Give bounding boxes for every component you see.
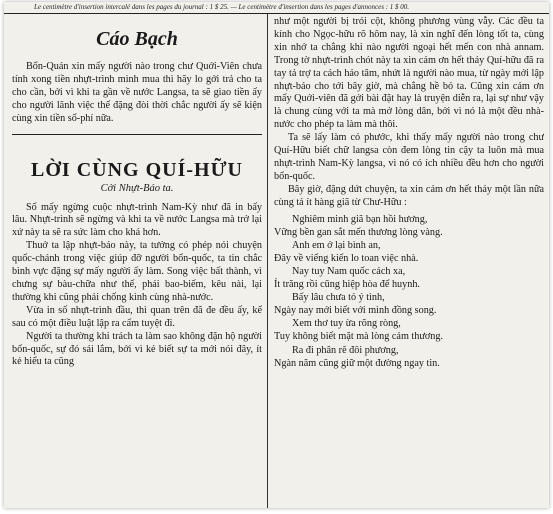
poem-line: Ngàn năm cũng giữ một đường ngay tin. [274, 357, 440, 369]
article-paragraph-3: Vừa in số nhựt-trình đầu, thì quan trên đã đe đều ấy, kế sau có một điều luật lập ra cấm tuyệt đi. [12, 304, 262, 329]
poem-line: Nay tuy Nam quốc cách xa, [292, 265, 406, 277]
poem-line: Ngày nay mới biết với mình đồng song. [274, 305, 437, 317]
poem-line: Bấy lâu chưa tỏ ý tình, [292, 292, 385, 304]
poem-line: Anh em ở lại bình an, [292, 239, 381, 251]
article-title: LỜI CÙNG QUÍ-HỮU [31, 158, 243, 181]
poem-line: Tuy không biết mặt mà lòng cảm thương. [274, 331, 443, 343]
newspaper-page [4, 2, 549, 508]
notice-body: Bổn-Quán xin mấy người nào trong chư Quới-Viên chưa tính xong tiền nhựt-trình mình mua thì hãy lo gởi trả cho ta cho cần, bởi vì khi ta gần về nước Langsa, ta sẽ giao tiền ấy cho người lãnh việc thế đặng đòi thời chắc người ấy sẽ kiện cùng xin tiền sổ-phí nữa. [12, 61, 262, 124]
poem-line: Xem thơ tuy ừa rõng ròng, [292, 318, 401, 330]
article-paragraph-7: Bây giờ, đặng dứt chuyện, ta xin cảm ơn hết thảy một lần nữa cùng tả ít hàng giã từ Chư-Hữu : [274, 183, 544, 208]
poem-line: Ra đi phân rẽ đôi phương, [292, 344, 399, 356]
left-column [12, 16, 262, 508]
notice-bottom-rule [12, 134, 262, 135]
header-rule [4, 13, 549, 14]
right-column [274, 16, 544, 508]
notice-title: Cáo Bạch [96, 28, 178, 50]
article-paragraph-6: Ta sẽ lấy làm có phước, khi thấy mấy người nào trong chư Quí-Hữu biết chữ langsa còn đem lòng tin cậy ta luôn mà mua nhựt-trình Nam-Kỳ langsa, vì nó có ích nhiều đều hơn cho người bổn-quốc. [274, 132, 544, 182]
article-paragraph-5: như một người bị trói cột, không phương vùng vẫy. Các đều ta kính cho Ngọc-hữu rõ hôm nay, là xin nghĩ đến lòng tốt ta, cùng xin nhớ ta chẳng khi nào người ngoại hết mến con nhà annam. Trong tờ nhựt-trình chót này ta xin cảm ơn hết thảy Quí-hữu đã ra tay tả trợ ta cách hảo tâm, nhứt là người nào mua, từ ngày mới lập nhựt-báo cho tới bây giờ, mà chẳng hề bỏ ta. Cũng xin cảm ơn mấy Quới-viên đã gởi bài đặt hay là truyện diễn ra, lại sự như vậy là chung cùng với ta mà mở lòng dân, bởi vì nó là một đều nhà-nước cho phép ta làm mà thôi. [274, 16, 544, 131]
poem-line: Nghiêm minh giã bạn hồi hương, [292, 213, 428, 225]
poem-line: Đây về viếng kiến lo toan việc nhà. [274, 252, 419, 264]
farewell-poem [274, 213, 544, 370]
article-subtitle: Cởi Nhựt-Báo ta. [100, 182, 174, 194]
poem-line: Vững bền gan sắt mến thương lòng vàng. [274, 226, 443, 238]
column-divider [267, 14, 268, 508]
article-paragraph-4: Người ta thường khi trách ta làm sao không đặn hộ người bổn-quốc, sự đó sái lắm, bởi vì kẻ biết sự ta mới nói đây, ít kẻ hiểu ta cũng [12, 330, 262, 368]
header-rate-line: Le centimètre d'insertion intercalé dans les pages du journal : 1 $ 25. — Le centimètre d'insertion dans les pages d'annonces : 1 $ 00. [34, 3, 410, 11]
article-paragraph-1: Số mấy ngừng cuộc nhựt-trình Nam-Kỳ như đã in bấy lâu. Nhựt-trình sẽ ngừng và khi ta về nước Langsa mà trở lại xứ này ta sẽ ra sức làm cho khá hơn. [12, 201, 262, 239]
poem-line: Ít trăng rồi cũng hiệp hòa để huynh. [274, 279, 420, 291]
article-paragraph-2: Thuở ta lập nhựt-báo này, ta tưởng có phép nói chuyện quốc-chánh trong việc giúp đỡ người bổn-quốc, ta tin chắc bình vực đặng sự mấy người ấy làm. Song việc bất thành, vì chưng sự bàu-chữa như thế, phải bao-biếm, kêu nài, lại thường khi cũng phải chống kình cùng nhà-nước. [12, 240, 262, 303]
